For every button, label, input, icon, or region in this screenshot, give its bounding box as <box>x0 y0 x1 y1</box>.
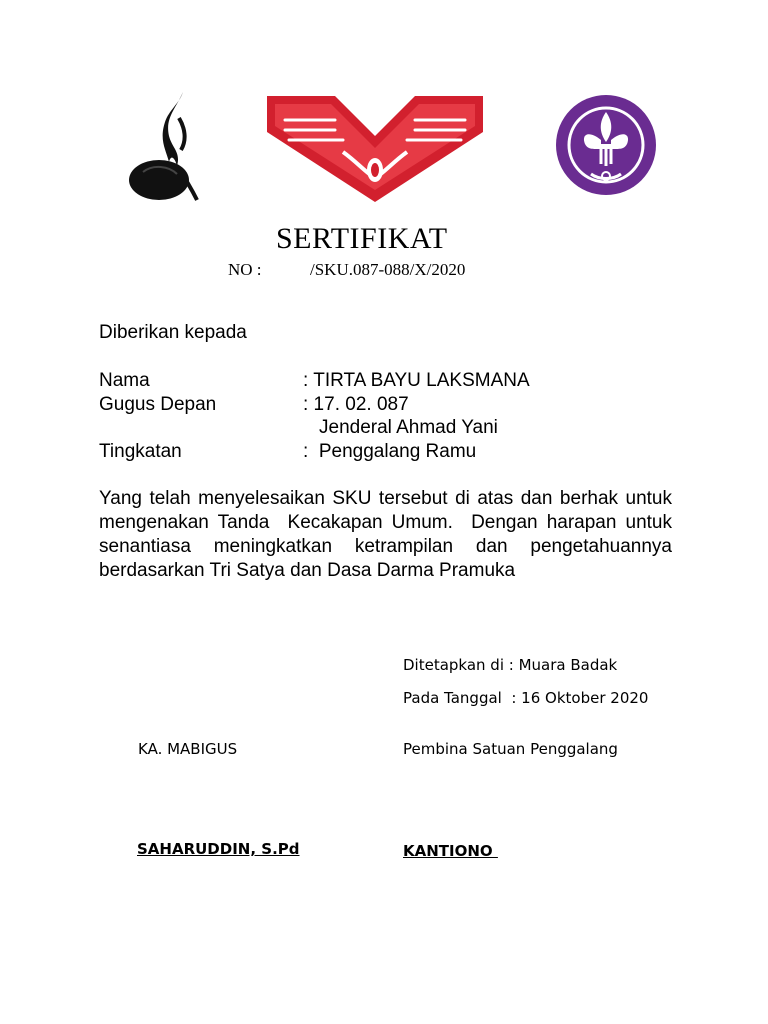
nama-label: Nama <box>99 370 150 391</box>
gugus-depan-name: Jenderal Ahmad Yani <box>319 417 498 438</box>
gugus-depan-value: : 17. 02. 087 <box>303 394 409 415</box>
left-signer-role: KA. MABIGUS <box>138 740 238 758</box>
ditetapkan-text: Ditetapkan di : Muara Badak <box>403 656 618 674</box>
gugus-depan-label: Gugus Depan <box>99 394 217 415</box>
penggalang-chevron-badge <box>265 90 485 206</box>
certificate-paragraph: Yang telah menyelesaikan SKU tersebut di atas dan berhak untuk mengenakan Tanda Kecakapan Umum. Dengan harapan untuk senantiasa meningkatkan ketrampilan dan pengetahuannya berdasarkan Tri Satya dan Dasa Darma Pramuka <box>99 488 678 581</box>
certificate-number: /SKU.087-088/X/2020 <box>310 260 466 279</box>
tingkatan-label: Tingkatan <box>99 441 182 462</box>
tanggal-text: Pada Tanggal : 16 Oktober 2020 <box>403 689 649 707</box>
right-signer-name: KANTIONO <box>403 842 498 860</box>
tunas-kelapa-logo <box>125 88 201 202</box>
certificate-number-label: NO : <box>228 260 262 279</box>
intro-text: Diberikan kepada <box>99 322 247 343</box>
tingkatan-value: : Penggalang Ramu <box>303 441 477 462</box>
left-signer-name: SAHARUDDIN, S.Pd <box>137 840 300 858</box>
world-scout-emblem <box>555 94 657 196</box>
certificate-title: SERTIFIKAT <box>276 222 448 255</box>
right-signer-role: Pembina Satuan Penggalang <box>403 740 618 758</box>
nama-value: : TIRTA BAYU LAKSMANA <box>303 370 530 391</box>
